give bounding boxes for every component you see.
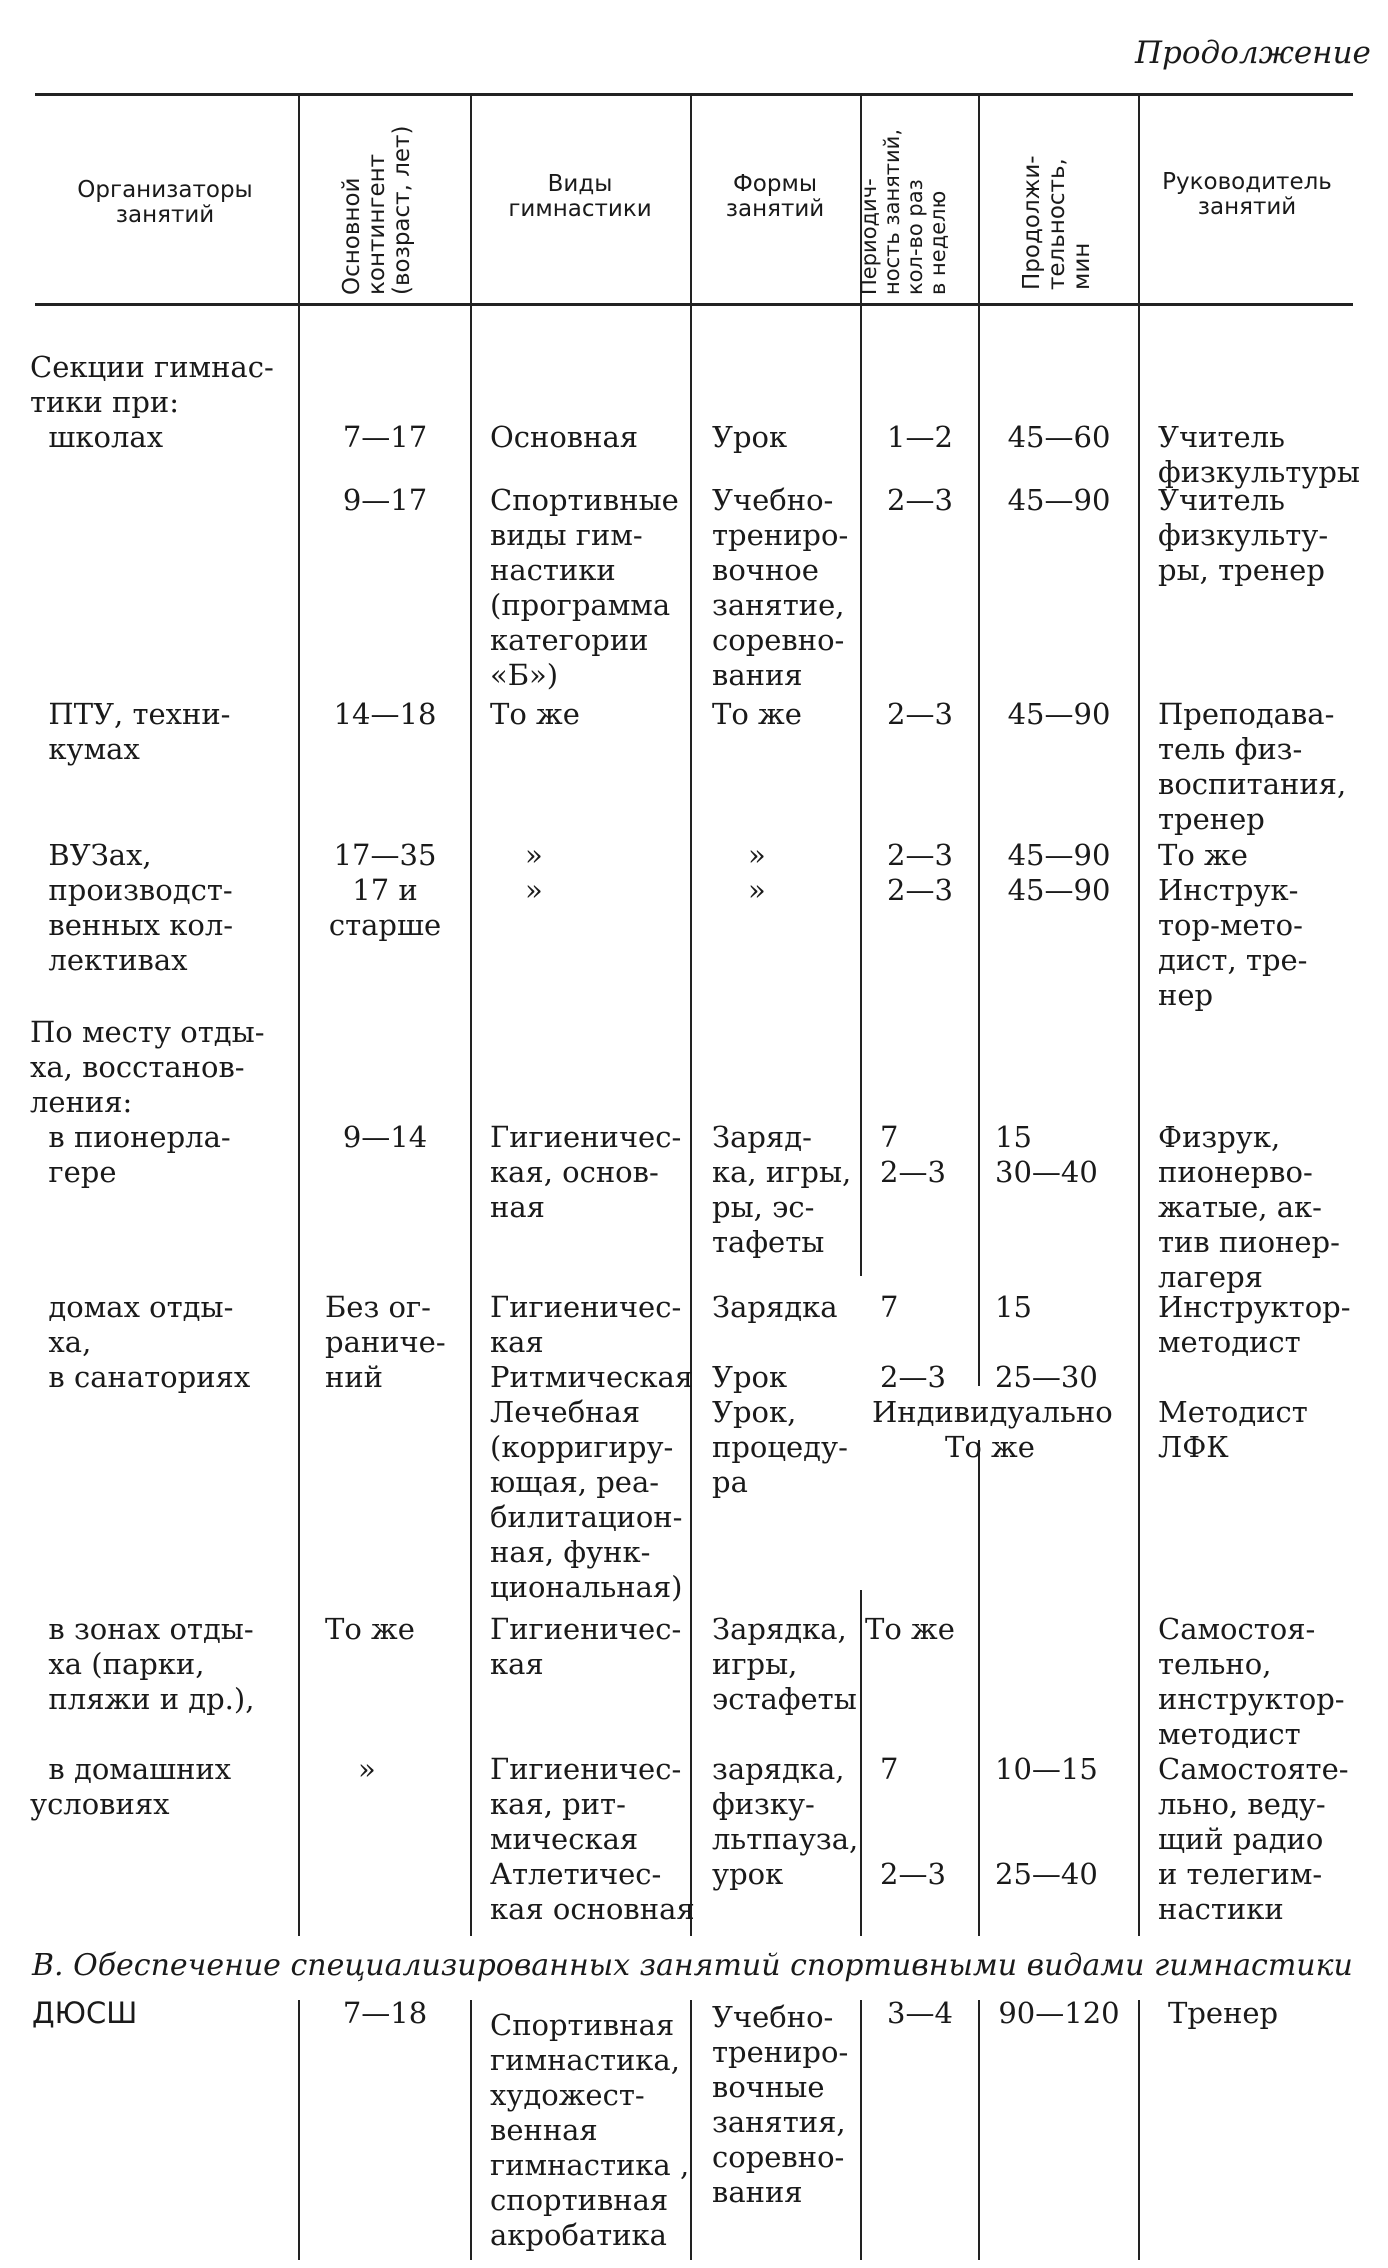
row-7-type: Гигиеничес- кая <box>490 1612 682 1681</box>
row-2-form: Учебно- трениро- вочное занятие, соревно- вания <box>712 483 849 692</box>
row-4-organizer: ВУЗах, производст- венных кол- лективах <box>48 838 234 977</box>
row-1-age: 7—17 <box>342 420 428 454</box>
same-as-above-label: То же <box>945 1430 1035 1464</box>
header-leader: Руководитель занятий <box>1162 169 1332 220</box>
header-duration: Продолжи- тельность, мин <box>1019 155 1095 290</box>
col-separator-3-b <box>690 2000 692 2260</box>
header-periodicity: Периодич- ность занятий, кол-во раз в неделю <box>857 128 950 295</box>
row-3-type: То же <box>490 697 580 731</box>
row-7-form: Зарядка, игры, эстафеты <box>712 1612 857 1716</box>
row-7-age: То же <box>325 1612 415 1646</box>
col-separator-2 <box>470 96 472 1936</box>
row-8-age: » <box>358 1752 376 1786</box>
row-7-leader: Самостоя- тельно, инструктор- методист <box>1158 1612 1345 1751</box>
row-4-leader: То же Инструк- тор-метo- дист, тре- нер <box>1158 838 1308 1012</box>
header-top-rule <box>35 93 1353 96</box>
row-5-age: 9—14 <box>342 1120 428 1154</box>
row-3-leader: Преподава- тель физ- воспитания, тренер <box>1158 697 1347 836</box>
section-b-heading: В. Обеспечение специализированных занятий спортивными видами гимнастики <box>32 1948 1353 1983</box>
row-5-period: 7 2—3 <box>880 1120 946 1189</box>
row-4-period: 2—3 2—3 <box>887 838 953 907</box>
row-3-form: То же <box>712 697 802 731</box>
row-1-type: Основная <box>490 420 639 454</box>
row-7-organizer: в зонах отды- ха (парки, пляжи и др.), <box>48 1612 255 1716</box>
individual-label: Индивидуально <box>872 1395 1113 1429</box>
row-4-type: » » <box>525 838 543 907</box>
row-8-period: 7 2—3 <box>880 1752 946 1891</box>
col-separator-2-b <box>470 2000 472 2260</box>
row-6-form: Зарядка Урок Урок, процеду- ра <box>712 1290 848 1499</box>
row-8-form: зарядка, физку- льтпауза, урок <box>712 1752 859 1891</box>
row-3-period: 2—3 <box>887 697 953 731</box>
row-6-type: Гигиеничес- кая Ритмическая Лечебная (корригиру- ющая, реа- билитацион- ная, функ- циональная) <box>490 1290 694 1604</box>
col-separator-6 <box>1138 96 1140 1936</box>
row-6-leader: Инструктор- методист Методист ЛФК <box>1158 1290 1351 1464</box>
row-6-age: Без ог- раниче- ний <box>325 1290 446 1394</box>
row-1-period: 1—2 <box>887 420 953 454</box>
row-3-age: 14—18 <box>333 697 437 731</box>
col-separator-6-b <box>1138 2000 1140 2260</box>
last-row-form: Учебно- трениро- вочные занятия, соревно- вания <box>712 2000 849 2209</box>
header-organizers: Организаторы занятий <box>77 177 253 228</box>
row-1-form: Урок <box>712 420 788 454</box>
last-row-age: 7—18 <box>342 1996 428 2030</box>
row-5-leader: Физрук, пионерво- жатые, ак- тив пионер- лагеря <box>1158 1120 1340 1294</box>
row-5-duration: 15 30—40 <box>995 1120 1098 1189</box>
col-separator-4b <box>860 1590 862 1936</box>
row-2-period: 2—3 <box>887 483 953 517</box>
col-separator-5a <box>978 96 980 1386</box>
row-8-leader: Самостоятe- льно, веду- щий радио и телегим- настики <box>1158 1752 1349 1926</box>
row-4-duration: 45—90 45—90 <box>1007 838 1111 907</box>
last-row-duration: 90—120 <box>998 1996 1120 2030</box>
row-1-leader: Учитель физкультуры <box>1158 420 1360 489</box>
last-row-period: 3—4 <box>887 1996 953 2030</box>
continuation-label: Продолжение <box>1135 35 1371 71</box>
last-row-organizer: ДЮСШ <box>32 1996 138 2030</box>
row-2-leader: Учитель физкульту- ры, тренер <box>1158 483 1329 587</box>
last-row-leader: Тренер <box>1168 1996 1279 2030</box>
row-1-duration: 45—60 <box>1007 420 1111 454</box>
row-3-duration: 45—90 <box>1007 697 1111 731</box>
row-1-organizer: Секции гимнас- тики при: школах <box>30 350 274 454</box>
row-3-organizer: ПТУ, техни- кумах <box>48 697 231 766</box>
header-forms: Формы занятий <box>725 171 825 222</box>
col-separator-3 <box>690 96 692 1936</box>
row-8-organizer: в домашних условиях <box>30 1752 232 1821</box>
row-2-duration: 45—90 <box>1007 483 1111 517</box>
last-row-type: Спортивная гимнастика, художест- венная гимнастика , спортивная акробатика <box>490 2008 690 2252</box>
row-6-duration: 15 25—30 <box>995 1290 1098 1394</box>
row-8-type: Гигиеничес- кая, рит- мическая Атлетичес- кая основная <box>490 1752 695 1926</box>
col-separator-4-b <box>860 2000 862 2260</box>
row-5-organizer: По месту отды- ха, восстанов- ления: в пионерла- гере <box>30 1015 265 1189</box>
col-separator-5-b <box>978 2000 980 2260</box>
row-5-form: Заряд- ка, игры, ры, эс- тафеты <box>712 1120 852 1259</box>
header-contingent: Основной контингент (возраст, лет) <box>339 125 415 295</box>
row-5-type: Гигиеничес- кая, основ- ная <box>490 1120 682 1224</box>
header-types: Виды гимнастики <box>508 171 652 222</box>
row-6-organizer: домах отды- ха, в санаториях <box>48 1290 251 1394</box>
header-bottom-rule <box>35 303 1353 306</box>
col-separator-5b <box>978 1440 980 1936</box>
row-4-form: » » <box>748 838 766 907</box>
row-6-period: 7 2—3 <box>880 1290 946 1394</box>
row-8-duration: 10—15 25—40 <box>995 1752 1098 1891</box>
row-2-age: 9—17 <box>342 483 428 517</box>
row-2-type: Спортивные виды гим- настики (программа категории «Б») <box>490 483 679 692</box>
row-4-age: 17—35 17 и старше <box>328 838 442 942</box>
col-separator-1-b <box>298 2000 300 2260</box>
row-7-period: То же <box>865 1612 955 1646</box>
